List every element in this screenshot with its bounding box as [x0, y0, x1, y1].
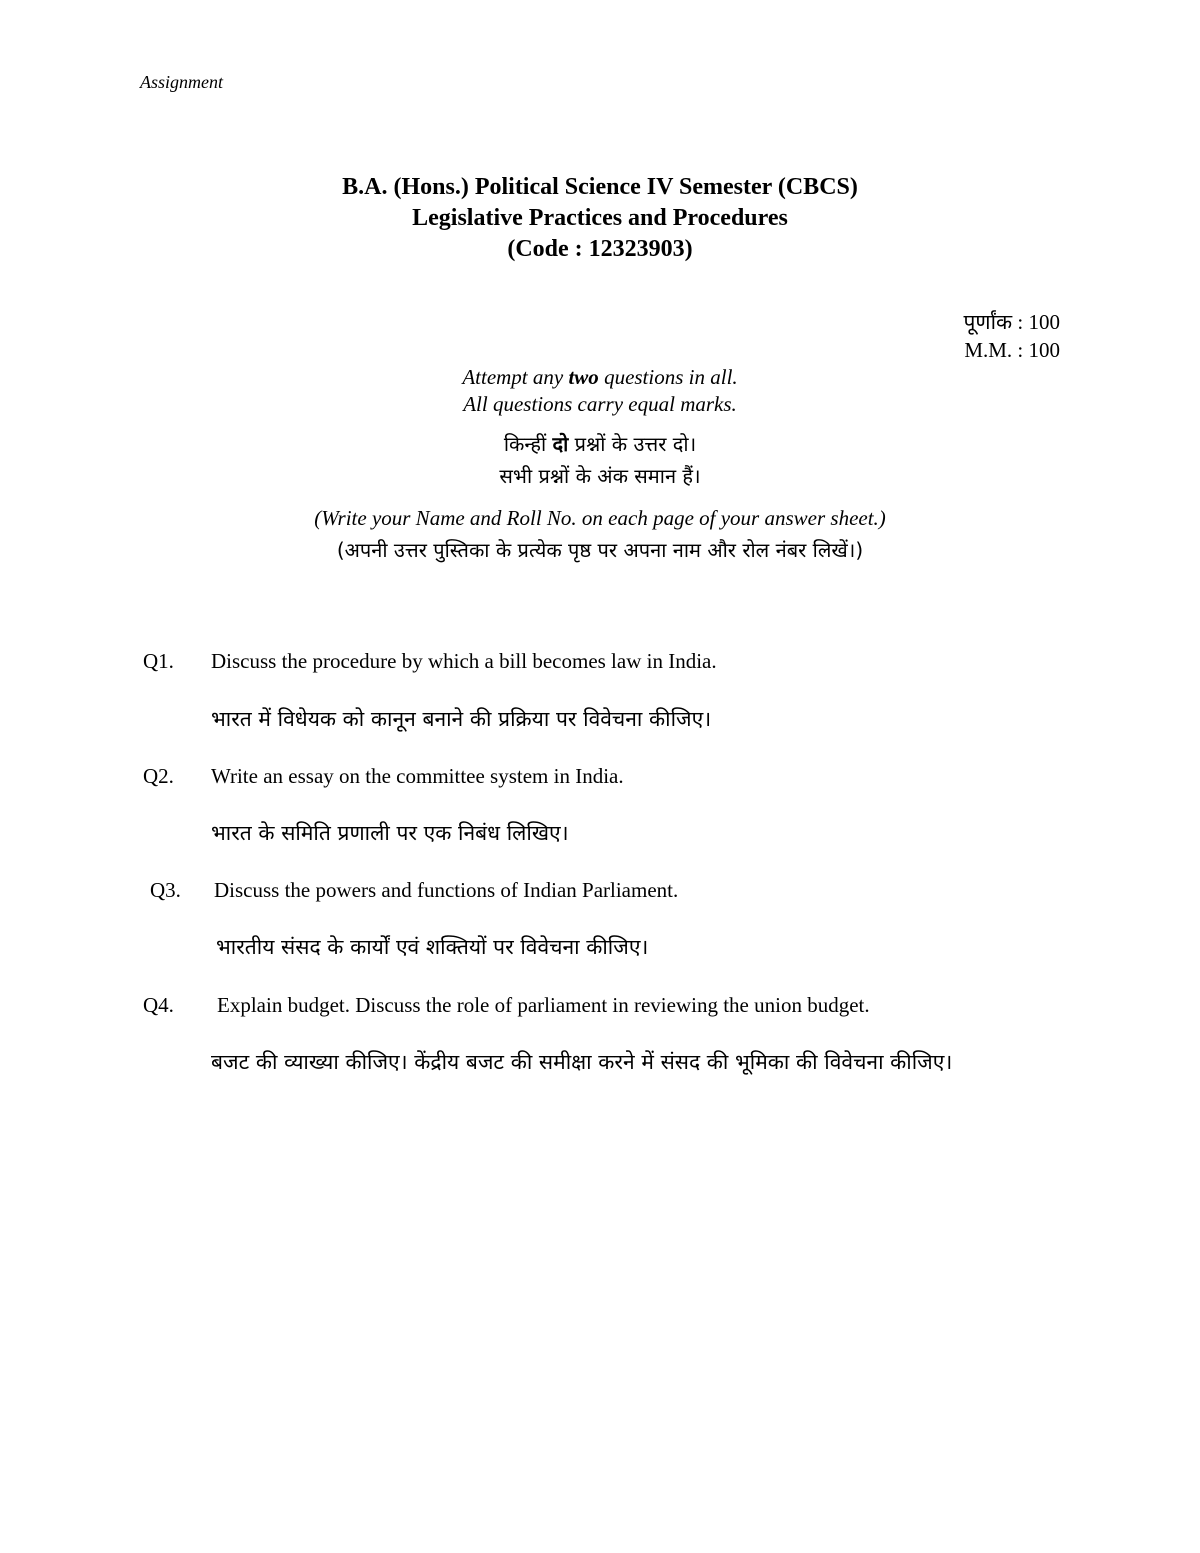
instruction-attempt-hindi-count: दो [552, 432, 569, 456]
instruction-attempt-post: questions in all. [598, 365, 738, 389]
question-text-english: Discuss the procedure by which a bill becomes law in India. [211, 649, 717, 673]
title-line-course: B.A. (Hons.) Political Science IV Semester (CBCS) [342, 174, 858, 200]
question-number: Q4. [143, 993, 174, 1017]
question-text-hindi: भारत के समिति प्रणाली पर एक निबंध लिखिए। [211, 821, 569, 845]
instruction-attempt-hindi-pre: किन्हीं [503, 432, 553, 456]
question-text-hindi: भारतीय संसद के कार्यों एवं शक्तियों पर विवेचना कीजिए। [216, 935, 649, 959]
question-number: Q2. [143, 764, 174, 788]
title-line-paper: Legislative Practices and Procedures [412, 205, 788, 231]
instruction-attempt-pre: Attempt any [462, 365, 569, 389]
max-marks-hindi: पूर्णांक : 100 [963, 310, 1060, 334]
instruction-attempt [0, 364, 1200, 391]
max-marks-english: M.M. : 100 [964, 338, 1060, 362]
instruction-equal-marks-hindi: सभी प्रश्नों के अंक समान हैं। [499, 464, 701, 488]
instruction-attempt-count: two [568, 365, 599, 389]
question-text-hindi: बजट की व्याख्या कीजिए। केंद्रीय बजट की समीक्षा करने में संसद की भूमिका की विवेचना कीजिए। [211, 1050, 953, 1074]
question-text-english: Discuss the powers and functions of Indian Parliament. [214, 878, 679, 902]
question-text-english: Explain budget. Discuss the role of parliament in reviewing the union budget. [217, 993, 870, 1017]
instruction-equal-marks: All questions carry equal marks. [463, 392, 737, 416]
instruction-attempt-hindi-post: प्रश्नों के उत्तर दो। [568, 432, 697, 456]
question-text-english: Write an essay on the committee system in India. [211, 764, 624, 788]
instruction-write-name: (Write your Name and Roll No. on each page of your answer sheet.) [314, 506, 886, 530]
instruction-write-name-hindi: (अपनी उत्तर पुस्तिका के प्रत्येक पृष्ठ पर अपना नाम और रोल नंबर लिखें।) [336, 538, 864, 562]
instructions-english [0, 364, 1200, 418]
title-line-code: (Code : 12323903) [507, 236, 693, 262]
max-marks [963, 308, 1060, 364]
question-number: Q3. [150, 878, 181, 902]
question-number: Q1. [143, 649, 174, 673]
document-title [0, 172, 1200, 265]
instruction-attempt-hindi [0, 428, 1200, 460]
instructions-hindi [0, 428, 1200, 492]
question-text-hindi: भारत में विधेयक को कानून बनाने की प्रक्रिया पर विवेचना कीजिए। [211, 707, 712, 731]
header-tag: Assignment [140, 72, 223, 92]
